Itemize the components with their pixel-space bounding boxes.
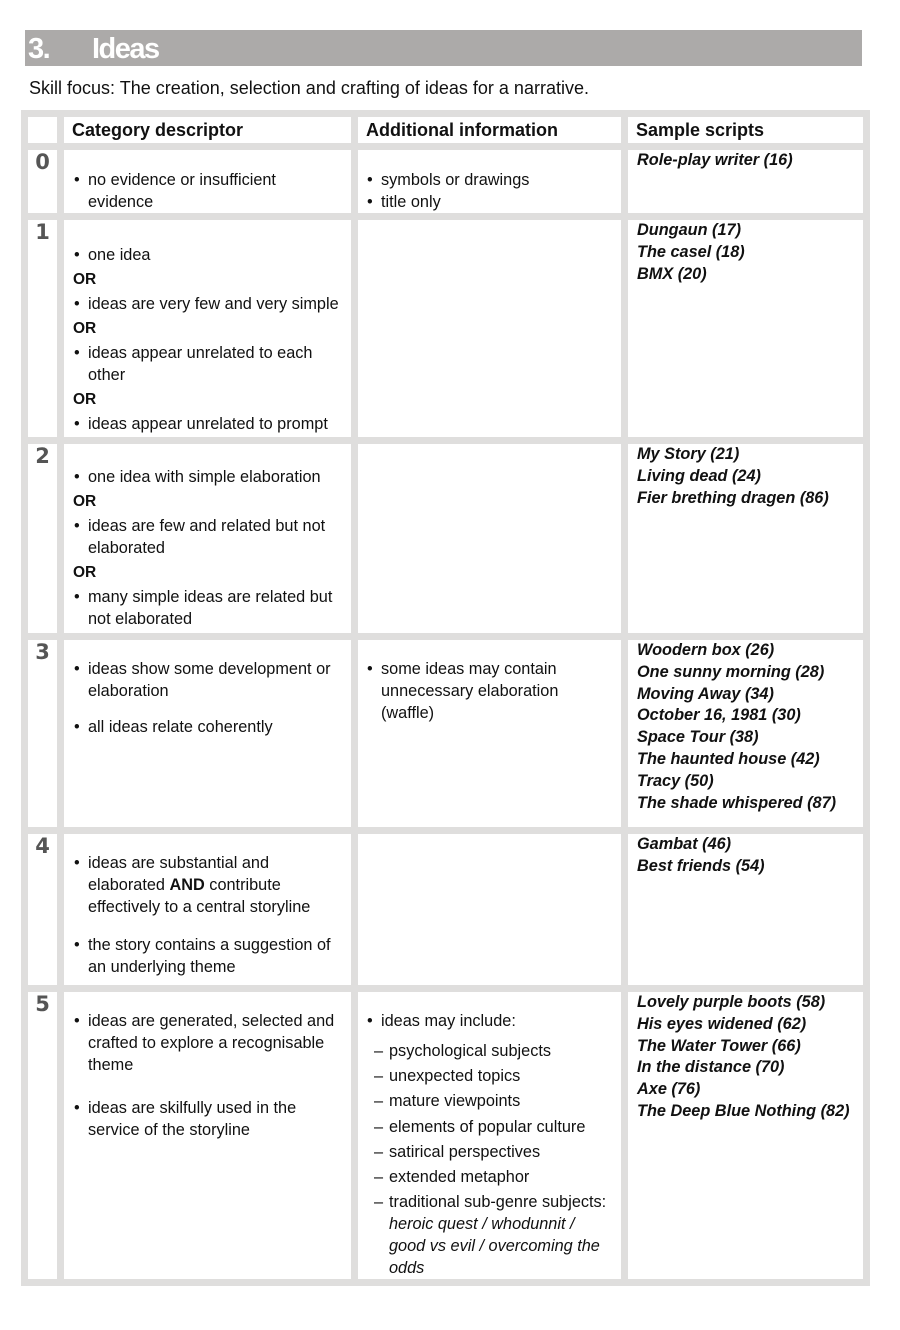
sample-script-link[interactable]: Dungaun (17) xyxy=(637,221,742,239)
descriptor-bullet: • ideas appear unrelated to prompt xyxy=(73,413,345,435)
info-sub-item xyxy=(366,1191,615,1279)
sample-script-link[interactable]: The casel (18) xyxy=(637,242,745,261)
header-category-descriptor: Category descriptor xyxy=(64,110,358,150)
score-cell: 0 xyxy=(21,150,64,220)
table-row xyxy=(21,834,870,992)
sample-script-link[interactable]: Axe (76) xyxy=(637,1080,701,1099)
samples-cell xyxy=(628,640,870,834)
sample-script-link[interactable]: One sunny morning (28) xyxy=(637,662,825,681)
descriptor-bullet: • no evidence or insufficient evidence xyxy=(73,169,345,213)
descriptor-cell xyxy=(64,834,358,992)
descriptor-text: contribute effectively to a central storyline xyxy=(88,876,311,916)
header-score xyxy=(21,110,64,150)
descriptor-bullet: • one idea xyxy=(73,244,345,266)
samples-cell xyxy=(628,444,870,640)
info-bullet: • some ideas may contain unnecessary elaboration (waffle) xyxy=(366,658,615,724)
samples-cell xyxy=(628,150,870,220)
sample-script-link[interactable]: Tracy (50) xyxy=(637,771,714,790)
header-row xyxy=(21,110,870,150)
sample-script-link[interactable]: Living dead (24) xyxy=(637,466,761,485)
rubric-table xyxy=(21,110,870,1286)
info-bullet: • ideas may include: xyxy=(366,1010,615,1032)
descriptor-bullet: • ideas are skilfully used in the service of the storyline xyxy=(73,1097,345,1141)
info-bullet: • symbols or drawings xyxy=(366,169,615,191)
info-sub-item-text: traditional sub-genre subjects: xyxy=(389,1193,607,1212)
or-connector: OR xyxy=(73,271,97,288)
descriptor-bullet: • many simple ideas are related but not elaborated xyxy=(73,586,345,630)
samples-cell xyxy=(628,834,870,992)
sample-script-link[interactable]: The Water Tower (66) xyxy=(637,1036,801,1055)
descriptor-cell xyxy=(64,444,358,640)
info-sub-item: – satirical perspectives xyxy=(366,1141,615,1163)
sample-script-link[interactable]: Woodern box (26) xyxy=(637,641,775,659)
descriptor-cell xyxy=(64,640,358,834)
or-connector: OR xyxy=(73,320,97,337)
sample-script-link[interactable]: October 16, 1981 (30) xyxy=(637,706,801,725)
skill-focus: Skill focus: The creation, selection and crafting of ideas for a narrative. xyxy=(29,78,589,98)
descriptor-bullet: • ideas are generated, selected and crafted to explore a recognisable theme xyxy=(73,1010,345,1076)
descriptor-bullet: • one idea with simple elaboration xyxy=(73,466,345,488)
sample-script-link[interactable]: In the distance (70) xyxy=(637,1058,785,1077)
score-cell: 2 xyxy=(21,444,64,640)
sample-script-link[interactable]: The haunted house (42) xyxy=(637,749,820,768)
descriptor-bullet: • ideas are few and related but not elaborated xyxy=(73,515,345,559)
section-title-bar xyxy=(25,30,862,66)
or-connector: OR xyxy=(73,564,97,581)
samples-cell xyxy=(628,220,870,444)
info-sub-item: – unexpected topics xyxy=(366,1065,615,1087)
descriptor-bullet: • ideas appear unrelated to each other xyxy=(73,342,345,386)
or-connector: OR xyxy=(73,493,97,510)
section-number: 3. xyxy=(28,33,50,65)
or-connector: OR xyxy=(73,391,97,408)
score-cell: 3 xyxy=(21,640,64,834)
descriptor-cell xyxy=(64,992,358,1286)
sample-script-link[interactable]: Role-play writer (16) xyxy=(637,151,793,169)
info-cell xyxy=(358,150,628,220)
info-sub-item-genres: heroic quest / whodunnit / good vs evil / overcoming the odds xyxy=(389,1215,600,1278)
score-cell: 4 xyxy=(21,834,64,992)
sample-script-link[interactable]: The Deep Blue Nothing (82) xyxy=(637,1101,850,1120)
table-row xyxy=(21,444,870,640)
info-sub-item: – elements of popular culture xyxy=(366,1116,615,1138)
header-additional-information: Additional information xyxy=(358,110,628,150)
sample-script-link[interactable]: Best friends (54) xyxy=(637,856,765,875)
info-cell xyxy=(358,992,628,1286)
sample-script-link[interactable]: My Story (21) xyxy=(637,445,740,463)
sample-script-link[interactable]: Moving Away (34) xyxy=(637,684,774,703)
info-sub-item: – psychological subjects xyxy=(366,1040,615,1062)
table-row xyxy=(21,640,870,834)
descriptor-text: ideas are substantial and elaborated xyxy=(88,854,270,894)
info-cell xyxy=(358,444,628,640)
info-cell xyxy=(358,220,628,444)
info-bullet: • title only xyxy=(366,191,615,213)
header-sample-scripts: Sample scripts xyxy=(628,110,870,150)
table-row xyxy=(21,992,870,1286)
sample-script-link[interactable]: Fier brething dragen (86) xyxy=(637,488,829,507)
info-sub-item: – extended metaphor xyxy=(366,1166,615,1188)
score-cell: 5 xyxy=(21,992,64,1286)
sample-script-link[interactable]: His eyes widened (62) xyxy=(637,1014,807,1033)
samples-cell xyxy=(628,992,870,1286)
and-connector: AND xyxy=(169,876,205,894)
sample-script-link[interactable]: Lovely purple boots (58) xyxy=(637,993,826,1011)
table-row xyxy=(21,150,870,220)
table-row xyxy=(21,220,870,444)
descriptor-bullet: • ideas are very few and very simple xyxy=(73,293,345,315)
descriptor-bullet: • ideas show some development or elaboration xyxy=(73,658,345,702)
descriptor-bullet: • all ideas relate coherently xyxy=(73,716,345,738)
descriptor-cell xyxy=(64,150,358,220)
descriptor-cell xyxy=(64,220,358,444)
info-cell xyxy=(358,640,628,834)
info-sub-item: – mature viewpoints xyxy=(366,1090,615,1112)
sample-script-link[interactable]: BMX (20) xyxy=(637,264,707,283)
section-title: Ideas xyxy=(92,33,159,65)
sample-script-link[interactable]: Gambat (46) xyxy=(637,835,732,853)
descriptor-bullet xyxy=(73,852,345,918)
sample-script-link[interactable]: Space Tour (38) xyxy=(637,728,759,747)
descriptor-bullet: • the story contains a suggestion of an underlying theme xyxy=(73,934,345,978)
info-cell xyxy=(358,834,628,992)
sample-script-link[interactable]: The shade whispered (87) xyxy=(637,793,837,812)
score-cell: 1 xyxy=(21,220,64,444)
